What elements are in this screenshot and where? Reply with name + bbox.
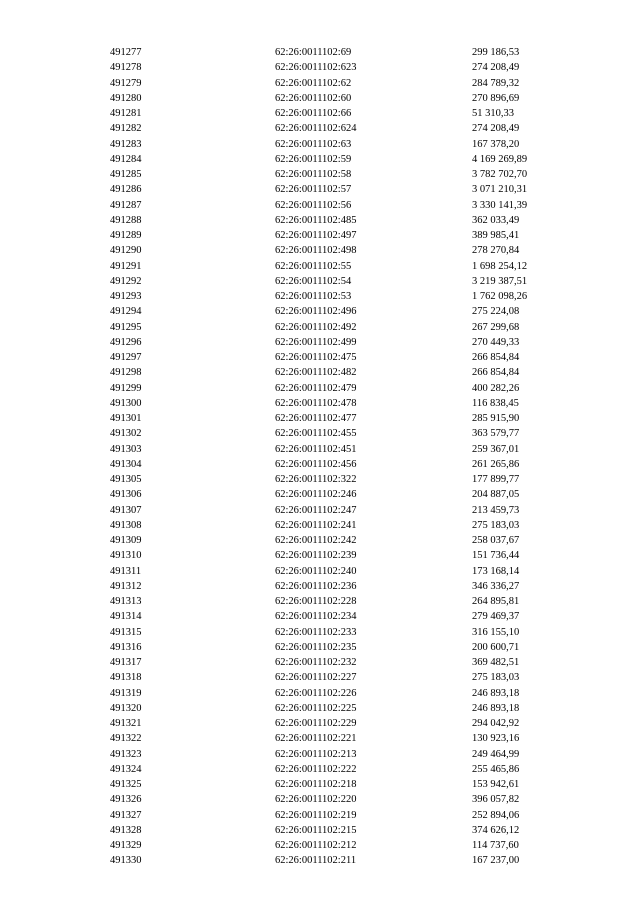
table-row bbox=[0, 640, 640, 655]
cadastral-number: 62:26:0011102:212 bbox=[275, 840, 357, 851]
cadastral-number: 62:26:0011102:221 bbox=[275, 733, 357, 745]
table-row bbox=[0, 365, 640, 380]
row-number: 491327 bbox=[110, 809, 142, 821]
row-number: 491290 bbox=[110, 245, 142, 257]
row-number: 491280 bbox=[110, 92, 142, 104]
cadastral-value: 167 237,00 bbox=[472, 855, 520, 867]
row-number: 491330 bbox=[110, 855, 142, 867]
table-row bbox=[0, 472, 640, 487]
table-row bbox=[0, 686, 640, 701]
row-number: 491288 bbox=[110, 214, 142, 226]
row-number: 491326 bbox=[110, 794, 142, 806]
cadastral-number: 62:26:0011102:475 bbox=[275, 352, 357, 363]
cadastral-value: 167 378,20 bbox=[472, 138, 520, 150]
table-row bbox=[0, 320, 640, 335]
table-row bbox=[0, 137, 640, 152]
row-number: 491287 bbox=[110, 199, 142, 211]
table-row bbox=[0, 274, 640, 289]
table-row bbox=[0, 548, 640, 563]
row-number: 491277 bbox=[110, 47, 142, 58]
table-row bbox=[0, 457, 640, 472]
cadastral-number: 62:26:0011102:485 bbox=[275, 214, 357, 226]
cadastral-value: 153 942,61 bbox=[472, 779, 520, 790]
cadastral-number: 62:26:0011102:211 bbox=[275, 855, 357, 867]
cadastral-value: 275 224,08 bbox=[472, 306, 520, 318]
row-number: 491328 bbox=[110, 824, 142, 836]
cadastral-value: 3 782 702,70 bbox=[472, 169, 528, 180]
cadastral-number: 62:26:0011102:241 bbox=[275, 519, 357, 531]
table-row bbox=[0, 411, 640, 426]
table-row bbox=[0, 91, 640, 106]
cadastral-number: 62:26:0011102:57 bbox=[275, 184, 352, 196]
cadastral-number: 62:26:0011102:220 bbox=[275, 794, 357, 806]
cadastral-value: 173 168,14 bbox=[472, 565, 520, 577]
cadastral-value: 130 923,16 bbox=[472, 733, 520, 745]
table-row bbox=[0, 518, 640, 533]
row-number: 491296 bbox=[110, 336, 142, 348]
cadastral-value: 274 208,49 bbox=[472, 123, 520, 135]
cadastral-number: 62:26:0011102:62 bbox=[275, 77, 352, 89]
cadastral-number: 62:26:0011102:235 bbox=[275, 641, 357, 653]
cadastral-number: 62:26:0011102:482 bbox=[275, 367, 357, 379]
table-row bbox=[0, 808, 640, 823]
cadastral-value: 3 219 387,51 bbox=[472, 275, 528, 287]
row-number: 491299 bbox=[110, 382, 142, 394]
table-row bbox=[0, 396, 640, 411]
cadastral-number: 62:26:0011102:55 bbox=[275, 260, 352, 272]
table-row bbox=[0, 716, 640, 731]
row-number: 491285 bbox=[110, 169, 142, 180]
table-row bbox=[0, 152, 640, 167]
table-row bbox=[0, 60, 640, 75]
cadastral-value: 200 600,71 bbox=[472, 641, 520, 653]
row-number: 491301 bbox=[110, 413, 142, 424]
cadastral-number: 62:26:0011102:69 bbox=[275, 47, 352, 58]
cadastral-value: 275 183,03 bbox=[472, 672, 520, 684]
row-number: 491308 bbox=[110, 519, 142, 531]
cadastral-value: 246 893,18 bbox=[472, 702, 520, 714]
table-row bbox=[0, 579, 640, 594]
table-row bbox=[0, 838, 640, 853]
cadastral-value: 285 915,90 bbox=[472, 413, 520, 424]
table-row bbox=[0, 335, 640, 350]
table-row bbox=[0, 533, 640, 548]
row-number: 491302 bbox=[110, 428, 142, 440]
table-row bbox=[0, 442, 640, 457]
table-row bbox=[0, 747, 640, 762]
row-number: 491306 bbox=[110, 489, 142, 501]
row-number: 491319 bbox=[110, 687, 142, 699]
table-row bbox=[0, 198, 640, 213]
cadastral-number: 62:26:0011102:213 bbox=[275, 748, 357, 760]
cadastral-number: 62:26:0011102:455 bbox=[275, 428, 357, 440]
cadastral-value: 275 183,03 bbox=[472, 519, 520, 531]
cadastral-value: 51 310,33 bbox=[472, 108, 514, 119]
row-number: 491314 bbox=[110, 611, 142, 623]
cadastral-number: 62:26:0011102:234 bbox=[275, 611, 357, 623]
row-number: 491312 bbox=[110, 580, 142, 592]
table-row bbox=[0, 701, 640, 716]
cadastral-value: 389 985,41 bbox=[472, 230, 520, 241]
cadastral-value: 270 449,33 bbox=[472, 336, 520, 348]
cadastral-number: 62:26:0011102:478 bbox=[275, 397, 357, 409]
cadastral-number: 62:26:0011102:239 bbox=[275, 550, 357, 562]
cadastral-value: 204 887,05 bbox=[472, 489, 520, 501]
cadastral-number: 62:26:0011102:451 bbox=[275, 443, 357, 455]
cadastral-value: 266 854,84 bbox=[472, 367, 520, 379]
cadastral-number: 62:26:0011102:225 bbox=[275, 702, 357, 714]
cadastral-number: 62:26:0011102:479 bbox=[275, 382, 357, 394]
cadastral-value: 258 037,67 bbox=[472, 535, 520, 546]
cadastral-value-table bbox=[0, 45, 640, 869]
cadastral-number: 62:26:0011102:623 bbox=[275, 62, 357, 74]
cadastral-value: 114 737,60 bbox=[472, 840, 519, 851]
row-number: 491293 bbox=[110, 291, 142, 302]
cadastral-value: 270 896,69 bbox=[472, 92, 520, 104]
row-number: 491323 bbox=[110, 748, 142, 760]
cadastral-value: 1 698 254,12 bbox=[472, 260, 528, 272]
cadastral-value: 400 282,26 bbox=[472, 382, 520, 394]
table-row bbox=[0, 304, 640, 319]
cadastral-value: 246 893,18 bbox=[472, 687, 520, 699]
row-number: 491300 bbox=[110, 397, 142, 409]
table-row bbox=[0, 625, 640, 640]
table-row bbox=[0, 106, 640, 121]
cadastral-number: 62:26:0011102:492 bbox=[275, 321, 357, 333]
cadastral-value: 3 330 141,39 bbox=[472, 199, 528, 211]
row-number: 491283 bbox=[110, 138, 142, 150]
cadastral-number: 62:26:0011102:240 bbox=[275, 565, 357, 577]
cadastral-value: 252 894,06 bbox=[472, 809, 520, 821]
row-number: 491313 bbox=[110, 596, 142, 607]
row-number: 491321 bbox=[110, 718, 142, 729]
cadastral-value: 369 482,51 bbox=[472, 657, 520, 668]
cadastral-number: 62:26:0011102:477 bbox=[275, 413, 357, 424]
table-row bbox=[0, 426, 640, 441]
row-number: 491315 bbox=[110, 626, 142, 638]
cadastral-value: 266 854,84 bbox=[472, 352, 520, 363]
row-number: 491278 bbox=[110, 62, 142, 74]
cadastral-value: 396 057,82 bbox=[472, 794, 520, 806]
table-row bbox=[0, 259, 640, 274]
cadastral-value: 316 155,10 bbox=[472, 626, 520, 638]
row-number: 491311 bbox=[110, 565, 142, 577]
row-number: 491298 bbox=[110, 367, 142, 379]
table-row bbox=[0, 823, 640, 838]
cadastral-value: 264 895,81 bbox=[472, 596, 520, 607]
cadastral-number: 62:26:0011102:498 bbox=[275, 245, 357, 257]
cadastral-number: 62:26:0011102:228 bbox=[275, 596, 357, 607]
cadastral-number: 62:26:0011102:215 bbox=[275, 824, 357, 836]
cadastral-number: 62:26:0011102:499 bbox=[275, 336, 357, 348]
cadastral-value: 3 071 210,31 bbox=[472, 184, 528, 196]
cadastral-value: 267 299,68 bbox=[472, 321, 520, 333]
row-number: 491297 bbox=[110, 352, 142, 363]
row-number: 491291 bbox=[110, 260, 142, 272]
cadastral-value: 346 336,27 bbox=[472, 580, 520, 592]
row-number: 491279 bbox=[110, 77, 142, 89]
cadastral-number: 62:26:0011102:54 bbox=[275, 275, 352, 287]
table-row bbox=[0, 350, 640, 365]
table-row bbox=[0, 228, 640, 243]
cadastral-number: 62:26:0011102:229 bbox=[275, 718, 357, 729]
cadastral-number: 62:26:0011102:246 bbox=[275, 489, 357, 501]
row-number: 491282 bbox=[110, 123, 142, 135]
table-row bbox=[0, 609, 640, 624]
cadastral-number: 62:26:0011102:233 bbox=[275, 626, 357, 638]
row-number: 491307 bbox=[110, 504, 142, 516]
row-number: 491320 bbox=[110, 702, 142, 714]
cadastral-value: 151 736,44 bbox=[472, 550, 520, 562]
cadastral-number: 62:26:0011102:222 bbox=[275, 763, 357, 775]
cadastral-number: 62:26:0011102:242 bbox=[275, 535, 357, 546]
row-number: 491304 bbox=[110, 458, 142, 470]
row-number: 491286 bbox=[110, 184, 142, 196]
row-number: 491289 bbox=[110, 230, 142, 241]
table-row bbox=[0, 670, 640, 685]
table-row bbox=[0, 243, 640, 258]
row-number: 491303 bbox=[110, 443, 142, 455]
cadastral-number: 62:26:0011102:63 bbox=[275, 138, 352, 150]
row-number: 491316 bbox=[110, 641, 142, 653]
row-number: 491310 bbox=[110, 550, 142, 562]
table-row bbox=[0, 487, 640, 502]
cadastral-value: 259 367,01 bbox=[472, 443, 520, 455]
table-row bbox=[0, 655, 640, 670]
cadastral-number: 62:26:0011102:53 bbox=[275, 291, 352, 302]
row-number: 491305 bbox=[110, 474, 142, 485]
cadastral-value: 4 169 269,89 bbox=[472, 153, 528, 165]
row-number: 491294 bbox=[110, 306, 142, 318]
cadastral-value: 279 469,37 bbox=[472, 611, 520, 623]
table-row bbox=[0, 564, 640, 579]
table-row bbox=[0, 792, 640, 807]
cadastral-number: 62:26:0011102:219 bbox=[275, 809, 357, 821]
table-row bbox=[0, 182, 640, 197]
table-row bbox=[0, 45, 640, 60]
row-number: 491322 bbox=[110, 733, 142, 745]
cadastral-number: 62:26:0011102:232 bbox=[275, 657, 357, 668]
cadastral-value: 374 626,12 bbox=[472, 824, 520, 836]
table-row bbox=[0, 121, 640, 136]
table-row bbox=[0, 762, 640, 777]
cadastral-value: 249 464,99 bbox=[472, 748, 520, 760]
cadastral-number: 62:26:0011102:236 bbox=[275, 580, 357, 592]
table-row bbox=[0, 167, 640, 182]
row-number: 491318 bbox=[110, 672, 142, 684]
cadastral-number: 62:26:0011102:497 bbox=[275, 230, 357, 241]
cadastral-value: 177 899,77 bbox=[472, 474, 520, 485]
row-number: 491284 bbox=[110, 153, 142, 165]
table-row bbox=[0, 213, 640, 228]
cadastral-value: 363 579,77 bbox=[472, 428, 520, 440]
cadastral-value: 1 762 098,26 bbox=[472, 291, 528, 302]
cadastral-value: 274 208,49 bbox=[472, 62, 520, 74]
cadastral-number: 62:26:0011102:624 bbox=[275, 123, 357, 135]
row-number: 491317 bbox=[110, 657, 142, 668]
table-row bbox=[0, 594, 640, 609]
cadastral-value: 213 459,73 bbox=[472, 504, 520, 516]
table-row bbox=[0, 777, 640, 792]
cadastral-number: 62:26:0011102:227 bbox=[275, 672, 357, 684]
table-row bbox=[0, 381, 640, 396]
table-row bbox=[0, 76, 640, 91]
cadastral-number: 62:26:0011102:56 bbox=[275, 199, 352, 211]
row-number: 491295 bbox=[110, 321, 142, 333]
cadastral-number: 62:26:0011102:456 bbox=[275, 458, 357, 470]
cadastral-value: 362 033,49 bbox=[472, 214, 520, 226]
cadastral-number: 62:26:0011102:247 bbox=[275, 504, 357, 516]
cadastral-value: 116 838,45 bbox=[472, 397, 519, 409]
table-row bbox=[0, 731, 640, 746]
cadastral-number: 62:26:0011102:59 bbox=[275, 153, 352, 165]
row-number: 491329 bbox=[110, 840, 142, 851]
cadastral-number: 62:26:0011102:322 bbox=[275, 474, 357, 485]
cadastral-number: 62:26:0011102:218 bbox=[275, 779, 357, 790]
table-row bbox=[0, 853, 640, 868]
cadastral-number: 62:26:0011102:226 bbox=[275, 687, 357, 699]
table-row bbox=[0, 289, 640, 304]
cadastral-value: 294 042,92 bbox=[472, 718, 520, 729]
row-number: 491281 bbox=[110, 108, 142, 119]
cadastral-number: 62:26:0011102:66 bbox=[275, 108, 352, 119]
cadastral-value: 278 270,84 bbox=[472, 245, 520, 257]
cadastral-value: 284 789,32 bbox=[472, 77, 520, 89]
row-number: 491309 bbox=[110, 535, 142, 546]
cadastral-value: 255 465,86 bbox=[472, 763, 520, 775]
row-number: 491325 bbox=[110, 779, 142, 790]
cadastral-number: 62:26:0011102:496 bbox=[275, 306, 357, 318]
row-number: 491324 bbox=[110, 763, 142, 775]
cadastral-value: 299 186,53 bbox=[472, 47, 520, 58]
cadastral-value: 261 265,86 bbox=[472, 458, 520, 470]
row-number: 491292 bbox=[110, 275, 142, 287]
table-row bbox=[0, 503, 640, 518]
cadastral-number: 62:26:0011102:58 bbox=[275, 169, 352, 180]
cadastral-number: 62:26:0011102:60 bbox=[275, 92, 352, 104]
